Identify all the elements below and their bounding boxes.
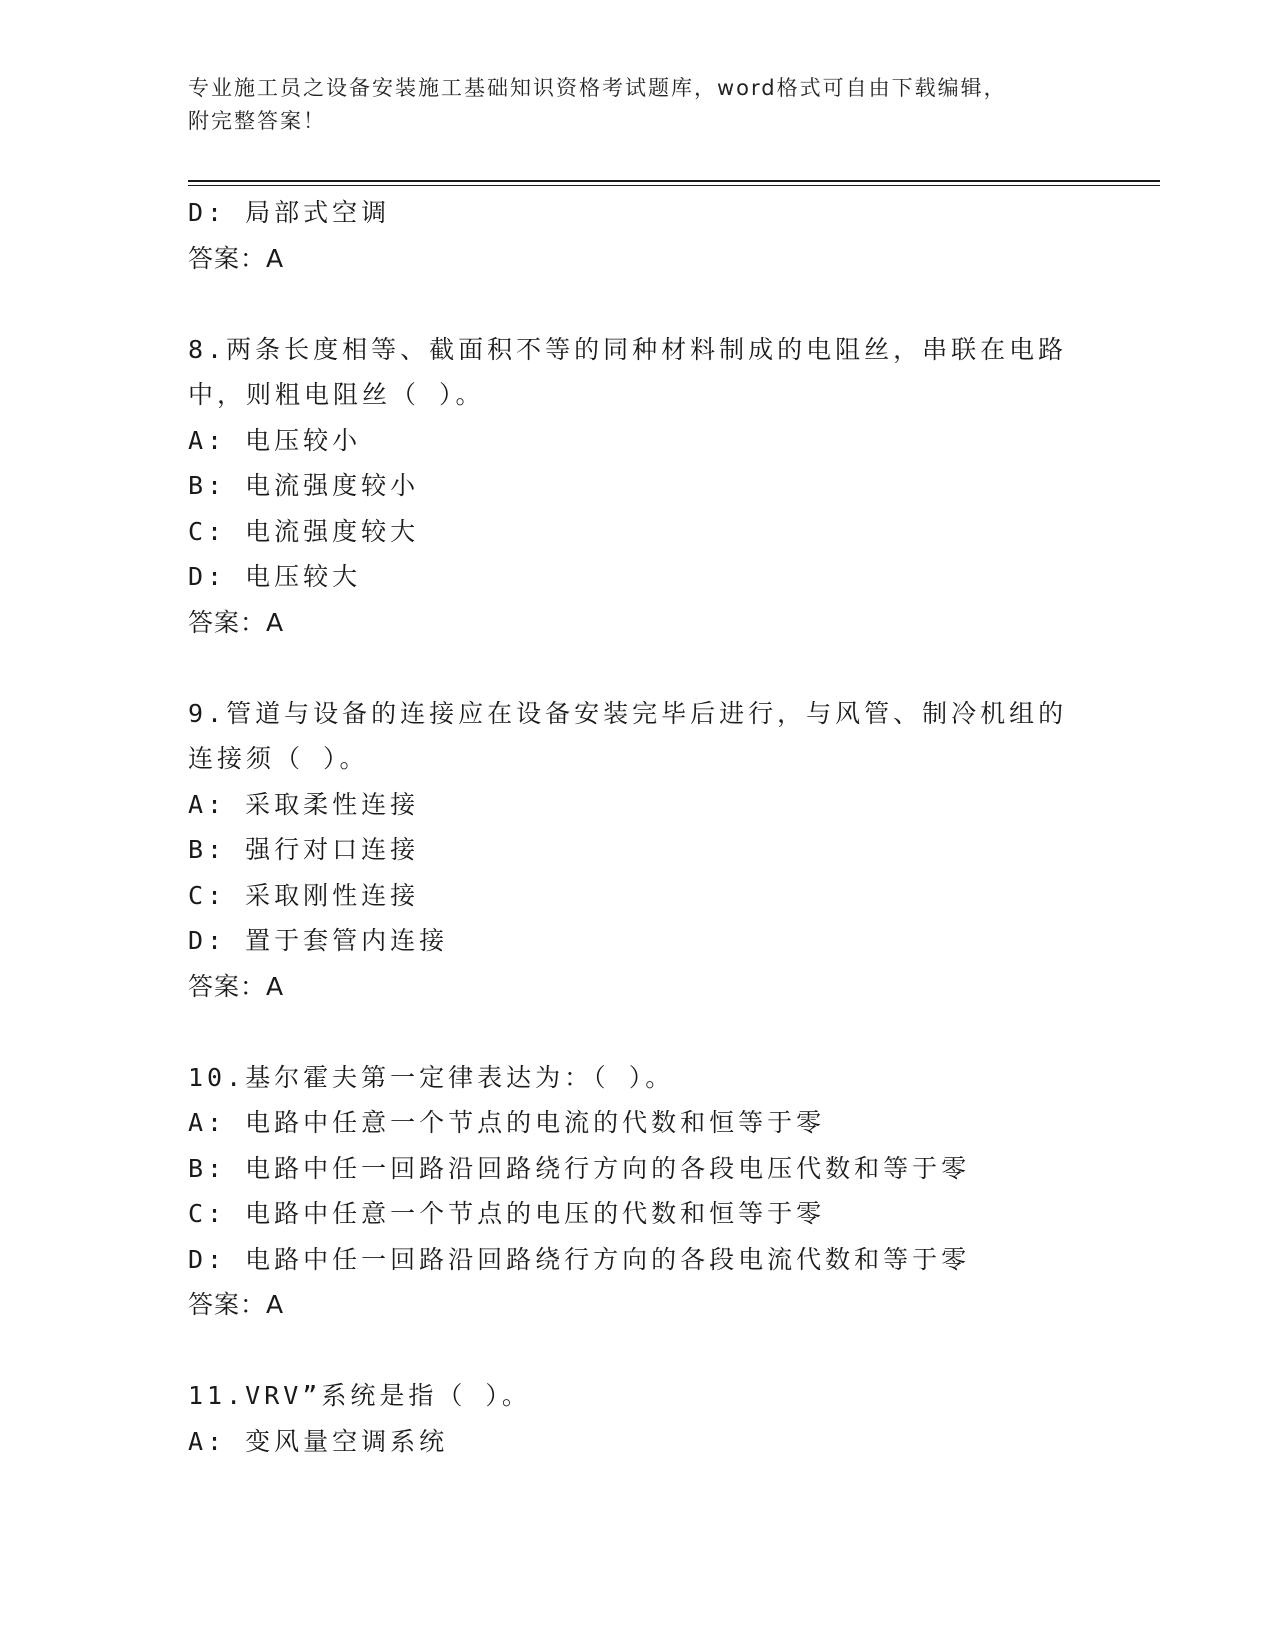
answer-line: 答案：A	[188, 1290, 285, 1319]
question-8	[188, 327, 1088, 646]
option-line: D: 局部式空调	[188, 198, 391, 227]
question-stem-line: 10.基尔霍夫第一定律表达为：（ ）。	[188, 1062, 675, 1092]
question-stem-line: 连接须（ ）。	[188, 744, 369, 773]
question-11	[188, 1373, 1088, 1464]
answer-line: 答案：A	[188, 243, 285, 273]
option-line: A: 电压较小	[188, 425, 362, 455]
option-line: B: 电流强度较小	[188, 471, 420, 500]
header-line-1: 专业施工员之设备安装施工基础知识资格考试题库，word格式可自由下载编辑，	[188, 76, 1007, 100]
question-stem-line: 11.VRV”系统是指（ ）。	[188, 1381, 531, 1410]
question-list	[188, 190, 1088, 1464]
option-line: A: 采取柔性连接	[188, 789, 420, 819]
spacer	[188, 645, 1088, 691]
previous-question-fragment	[188, 190, 1088, 281]
option-line: A: 变风量空调系统	[188, 1426, 449, 1456]
page-header	[188, 72, 1088, 138]
question-9	[188, 691, 1088, 1010]
answer-line: 答案：A	[188, 971, 285, 1001]
option-line: A: 电路中任意一个节点的电流的代数和恒等于零	[188, 1108, 826, 1137]
question-stem-line: 8.两条长度相等、截面积不等的同种材料制成的电阻丝，串联在电路	[188, 334, 1068, 364]
question-stem-line: 中，则粗电阻丝（ ）。	[188, 380, 485, 409]
question-10	[188, 1055, 1088, 1328]
question-stem-line: 9.管道与设备的连接应在设备安装完毕后进行，与风管、制冷机组的	[188, 698, 1068, 728]
spacer	[188, 1009, 1088, 1055]
option-line: D: 电路中任一回路沿回路绕行方向的各段电流代数和等于零	[188, 1244, 971, 1274]
header-divider-thin	[188, 185, 1160, 186]
header-line-2: 附完整答案！	[188, 109, 326, 133]
option-line: C: 电流强度较大	[188, 516, 420, 546]
option-line: C: 电路中任意一个节点的电压的代数和恒等于零	[188, 1199, 826, 1228]
option-line: B: 强行对口连接	[188, 835, 420, 864]
spacer	[188, 281, 1088, 327]
option-line: B: 电路中任一回路沿回路绕行方向的各段电压代数和等于零	[188, 1153, 971, 1183]
header-divider-thick	[188, 180, 1160, 182]
option-line: C: 采取刚性连接	[188, 880, 420, 910]
spacer	[188, 1328, 1088, 1374]
option-line: D: 电压较大	[188, 562, 362, 591]
answer-line: 答案：A	[188, 607, 285, 637]
option-line: D: 置于套管内连接	[188, 926, 449, 955]
